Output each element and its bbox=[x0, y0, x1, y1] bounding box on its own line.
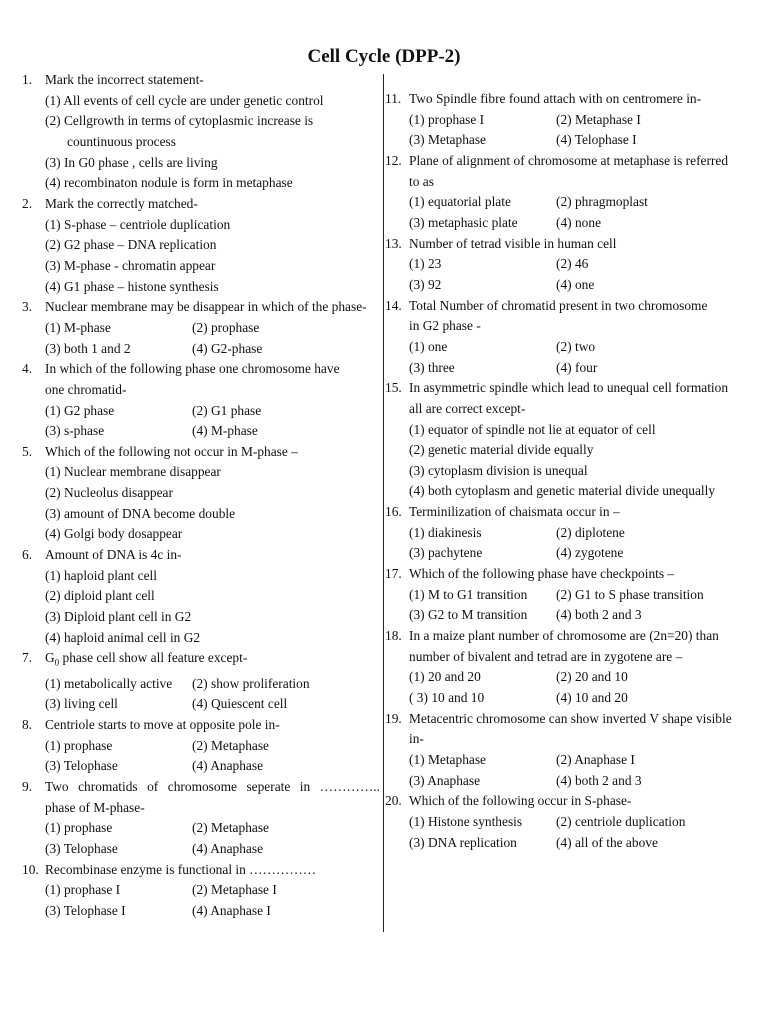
question-stem: Two chromatids of chromosome seperate in ………….. bbox=[45, 778, 380, 794]
option: (4) Telophase I bbox=[556, 132, 637, 148]
option: (3) living cell bbox=[45, 696, 118, 712]
option: (1) M to G1 transition bbox=[409, 586, 528, 602]
option: (4) both 2 and 3 bbox=[556, 607, 642, 623]
option: (4) Golgi body dosappear bbox=[45, 526, 183, 542]
option: (4) all of the above bbox=[556, 834, 658, 850]
option: (1) All events of cell cycle are under genetic control bbox=[45, 92, 324, 108]
question-12 bbox=[385, 151, 763, 234]
option: (2) G1 phase bbox=[192, 402, 262, 418]
option: (1) prophase bbox=[45, 737, 113, 753]
left-column bbox=[22, 70, 380, 922]
option: (1) Metaphase bbox=[409, 752, 486, 767]
option: (2) genetic material divide equally bbox=[409, 442, 594, 458]
option: (3) G2 to M transition bbox=[409, 607, 528, 623]
option: (1) haploid plant cell bbox=[45, 567, 157, 583]
option: (1) G2 phase bbox=[45, 402, 115, 418]
question-19 bbox=[385, 709, 763, 792]
question-stem: Which of the following not occur in M-phase – bbox=[45, 443, 298, 459]
option-continuation: countinuous process bbox=[67, 133, 176, 149]
question-stem-continuation: number of bivalent and tetrad are in zygotene are – bbox=[409, 648, 683, 664]
question-number: 19. bbox=[385, 710, 402, 726]
question-stem: In asymmetric spindle which lead to unequal cell formation bbox=[409, 380, 729, 396]
question-number: 6. bbox=[22, 547, 33, 563]
question-7 bbox=[22, 648, 380, 715]
option: (3) 92 bbox=[409, 276, 442, 292]
option: (2) diplotene bbox=[556, 524, 625, 540]
question-number: 14. bbox=[385, 297, 402, 313]
option: (1) Nuclear membrane disappear bbox=[45, 464, 221, 480]
question-stem: Which of the following phase have checkpoints – bbox=[409, 566, 675, 582]
question-number: 11. bbox=[385, 91, 402, 106]
question-stem-continuation: all are correct except- bbox=[409, 400, 526, 416]
option: (3) both 1 and 2 bbox=[45, 340, 131, 356]
question-stem: Nuclear membrane may be disappear in which of the phase- bbox=[45, 299, 367, 315]
option: (2) prophase bbox=[192, 319, 260, 335]
option: (4) G1 phase – histone synthesis bbox=[45, 278, 219, 294]
option: (4) four bbox=[556, 359, 598, 375]
question-number: 2. bbox=[22, 195, 33, 211]
question-number: 15. bbox=[385, 380, 402, 396]
option: (2) phragmoplast bbox=[556, 194, 648, 210]
option: (2) G2 phase – DNA replication bbox=[45, 237, 217, 253]
question-stem: $G_0$ phase cell show all feature except- bbox=[45, 650, 248, 669]
question-4 bbox=[22, 359, 380, 442]
option: (3) metaphasic plate bbox=[409, 214, 518, 230]
option: (2) 46 bbox=[556, 256, 589, 272]
question-number: 13. bbox=[385, 235, 402, 251]
option: (4) M-phase bbox=[192, 423, 258, 439]
option: (1) 20 and 20 bbox=[409, 669, 481, 685]
option: (3) Diploid plant cell in G2 bbox=[45, 609, 192, 625]
option: (2) diploid plant cell bbox=[45, 588, 155, 604]
option: (1) diakinesis bbox=[409, 524, 482, 540]
question-15 bbox=[385, 378, 763, 502]
question-stem: Which of the following occur in S-phase- bbox=[409, 793, 632, 809]
option: (4) G2-phase bbox=[192, 340, 263, 356]
question-stem: In which of the following phase one chromosome have bbox=[45, 361, 340, 377]
question-number: 8. bbox=[22, 717, 33, 733]
option: (3) DNA replication bbox=[409, 834, 517, 850]
option: (3) pachytene bbox=[409, 545, 483, 561]
question-17 bbox=[385, 564, 763, 626]
question-3 bbox=[22, 297, 380, 359]
option: (2) two bbox=[556, 338, 596, 354]
question-1 bbox=[22, 70, 380, 194]
question-number: 18. bbox=[385, 628, 402, 644]
question-stem: In a maize plant number of chromosome are (2n=20) than bbox=[409, 628, 719, 644]
option: ( 3) 10 and 10 bbox=[409, 690, 485, 706]
question-6 bbox=[22, 545, 380, 648]
question-number: 10. bbox=[22, 861, 39, 877]
option: (2) Metaphase bbox=[192, 820, 269, 836]
option: (2) Anaphase I bbox=[556, 752, 635, 767]
option: (3) Telophase bbox=[45, 758, 118, 774]
question-stem: Number of tetrad visible in human cell bbox=[409, 235, 617, 251]
question-8 bbox=[22, 715, 380, 777]
option: (1) prophase I bbox=[409, 111, 485, 127]
question-number: 3. bbox=[22, 299, 33, 315]
right-column bbox=[385, 89, 763, 853]
option: (1) one bbox=[409, 338, 448, 354]
option: (4) Anaphase I bbox=[192, 902, 271, 918]
question-number: 20. bbox=[385, 793, 402, 809]
option: (3) Telophase I bbox=[45, 902, 126, 918]
option: (4) Anaphase bbox=[192, 758, 264, 774]
option: (2) show proliferation bbox=[192, 675, 310, 691]
question-stem: Recombinase enzyme is functional in …………… bbox=[45, 861, 317, 877]
option: (4) none bbox=[556, 214, 602, 230]
question-9 bbox=[22, 777, 380, 860]
question-number: 17. bbox=[385, 566, 402, 582]
question-number: 4. bbox=[22, 361, 33, 377]
option: (4) Quiescent cell bbox=[192, 696, 288, 712]
option: (4) 10 and 20 bbox=[556, 690, 628, 706]
option: (1) metabolically active bbox=[45, 675, 173, 691]
option: (2) 20 and 10 bbox=[556, 669, 628, 685]
question-2 bbox=[22, 194, 380, 297]
question-13 bbox=[385, 234, 763, 296]
option: (2) Cellgrowth in terms of cytoplasmic increase is bbox=[45, 113, 314, 129]
option: (4) both 2 and 3 bbox=[556, 772, 642, 788]
option: (1) 23 bbox=[409, 256, 442, 272]
question-number: 5. bbox=[22, 443, 33, 459]
page-title: Cell Cycle (DPP-2) bbox=[307, 46, 461, 67]
option: (3) M-phase - chromatin appear bbox=[45, 257, 216, 273]
question-10 bbox=[22, 860, 380, 922]
question-number: 12. bbox=[385, 152, 402, 168]
option: (4) recombinaton nodule is form in metaphase bbox=[45, 175, 293, 191]
question-stem: Mark the correctly matched- bbox=[45, 195, 198, 211]
question-stem-continuation: in G2 phase - bbox=[409, 318, 481, 334]
option: (3) three bbox=[409, 359, 455, 375]
option: (1) S-phase – centriole duplication bbox=[45, 216, 231, 232]
option: (3) Metaphase bbox=[409, 132, 486, 148]
option: (4) zygotene bbox=[556, 545, 624, 561]
question-11 bbox=[385, 89, 763, 151]
option: (4) haploid animal cell in G2 bbox=[45, 629, 201, 645]
question-14 bbox=[385, 296, 763, 379]
option: (3) Telophase bbox=[45, 840, 118, 856]
question-stem: Total Number of chromatid present in two chromosome bbox=[409, 297, 708, 313]
option: (3) s-phase bbox=[45, 423, 105, 439]
question-stem: Amount of DNA is 4c in- bbox=[45, 547, 182, 563]
question-stem: Plane of alignment of chromosome at metaphase is referred bbox=[409, 152, 729, 168]
option: (2) centriole duplication bbox=[556, 813, 686, 829]
question-stem-continuation: to as bbox=[409, 173, 434, 189]
option: (2) G1 to S phase transition bbox=[556, 586, 704, 602]
question-stem: Two Spindle fibre found attach with on centromere in- bbox=[409, 91, 702, 106]
option: (1) equatorial plate bbox=[409, 194, 511, 210]
column-divider bbox=[383, 74, 384, 932]
option: (3) Anaphase bbox=[409, 772, 481, 788]
question-5 bbox=[22, 442, 380, 545]
option: (4) one bbox=[556, 276, 595, 292]
option: (2) Metaphase bbox=[192, 737, 269, 753]
question-number: 16. bbox=[385, 504, 402, 520]
question-stem: Terminilization of chaismata occur in – bbox=[409, 504, 620, 520]
question-stem: Metacentric chromosome can show inverted V shape visible bbox=[409, 710, 732, 726]
option: (4) both cytoplasm and genetic material divide unequally bbox=[409, 483, 716, 499]
question-16 bbox=[385, 502, 763, 564]
option: (1) Histone synthesis bbox=[409, 813, 523, 829]
option: (2) Metaphase I bbox=[192, 882, 277, 898]
option: (2) Metaphase I bbox=[556, 111, 641, 127]
question-stem-continuation: in- bbox=[409, 731, 424, 747]
option: (1) M-phase bbox=[45, 319, 111, 335]
question-number: 1. bbox=[22, 72, 33, 87]
option: (3) In G0 phase , cells are living bbox=[45, 154, 218, 170]
question-number: 9. bbox=[22, 778, 33, 794]
question-20 bbox=[385, 791, 763, 853]
question-stem-continuation: phase of M-phase- bbox=[45, 799, 145, 815]
question-number: 7. bbox=[22, 650, 33, 666]
option: (3) amount of DNA become double bbox=[45, 505, 236, 521]
option: (2) Nucleolus disappear bbox=[45, 485, 173, 501]
option: (1) prophase bbox=[45, 820, 113, 836]
option: (4) Anaphase bbox=[192, 840, 264, 856]
question-stem: Centriole starts to move at opposite pole in- bbox=[45, 717, 280, 733]
question-stem-continuation: one chromatid- bbox=[45, 381, 127, 397]
question-18 bbox=[385, 626, 763, 709]
option: (1) prophase I bbox=[45, 882, 121, 898]
option: (1) equator of spindle not lie at equator of cell bbox=[409, 421, 656, 437]
question-stem: Mark the incorrect statement- bbox=[45, 72, 204, 87]
option: (3) cytoplasm division is unequal bbox=[409, 462, 588, 478]
